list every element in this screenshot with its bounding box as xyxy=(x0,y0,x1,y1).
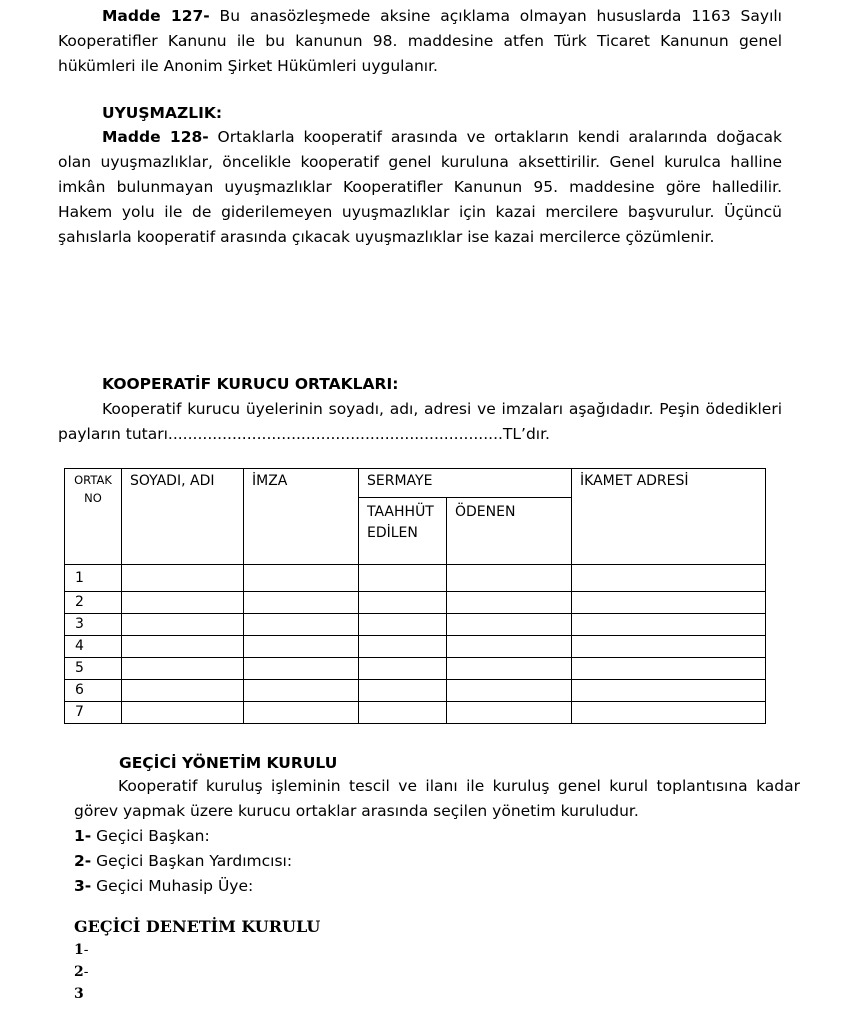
row-number: 1 xyxy=(65,565,122,592)
committed-cell[interactable] xyxy=(359,658,447,680)
sign-cell[interactable] xyxy=(244,680,359,702)
row-number: 6 xyxy=(65,680,122,702)
kurucu-paragraph xyxy=(58,397,782,447)
sign-cell[interactable] xyxy=(244,614,359,636)
header-name: SOYADI, ADI xyxy=(122,469,244,565)
name-cell[interactable] xyxy=(122,614,244,636)
table-row xyxy=(65,658,766,680)
gecici-denetim-heading: GEÇİCİ DENETİM KURULU xyxy=(74,917,321,936)
denetim-item xyxy=(74,939,88,961)
paid-cell[interactable] xyxy=(447,592,572,614)
table-row xyxy=(65,680,766,702)
denetim-item xyxy=(74,961,88,983)
sign-cell[interactable] xyxy=(244,565,359,592)
name-cell[interactable] xyxy=(122,592,244,614)
gecici-muhasip-line xyxy=(74,874,253,899)
list-number: 2- xyxy=(74,852,92,870)
address-cell[interactable] xyxy=(572,658,766,680)
paid-cell[interactable] xyxy=(447,565,572,592)
committed-cell[interactable] xyxy=(359,614,447,636)
row-number: 3 xyxy=(65,614,122,636)
list-label: Geçici Başkan Yardımcısı: xyxy=(91,852,293,870)
committed-cell[interactable] xyxy=(359,636,447,658)
list-number: 3 xyxy=(74,986,84,1002)
list-number: 3- xyxy=(74,877,92,895)
gecici-yonetim-text: Kooperatif kuruluş işleminin tescil ve ilanı ile kuruluş genel kurul toplantısına kadar görev yapmak üzere kurucu ortaklar arasında seçilen yönetim kuruludur. xyxy=(74,777,800,820)
table-row xyxy=(65,702,766,724)
sign-cell[interactable] xyxy=(244,702,359,724)
address-cell[interactable] xyxy=(572,614,766,636)
table-row xyxy=(65,614,766,636)
header-address: İKAMET ADRESİ xyxy=(572,469,766,565)
paid-cell[interactable] xyxy=(447,636,572,658)
founding-members-table xyxy=(64,468,766,724)
name-cell[interactable] xyxy=(122,702,244,724)
paid-cell[interactable] xyxy=(447,614,572,636)
committed-cell[interactable] xyxy=(359,680,447,702)
row-number: 4 xyxy=(65,636,122,658)
gecici-yonetim-paragraph xyxy=(74,774,800,824)
table-row xyxy=(65,592,766,614)
madde-127-text: Bu anasözleşmede aksine açıklama olmayan hususlarda 1163 Sayılı Kooperatifler Kanunu ile bu kanunun 98. maddesine atfen Türk Ticaret Kanunun genel hükümleri ile Anonim Şirket Hükümleri uygulanır. xyxy=(58,7,782,75)
row-number: 5 xyxy=(65,658,122,680)
header-committed: TAAHHÜT EDİLEN xyxy=(359,498,447,565)
madde-127-paragraph xyxy=(58,4,782,79)
kurucu-text: Kooperatif kurucu üyelerinin soyadı, adı, adresi ve imzaları aşağıdadır. Peşin ödedikleri payların tutarı....................................................................TL’dır. xyxy=(58,400,782,443)
address-cell[interactable] xyxy=(572,592,766,614)
sign-cell[interactable] xyxy=(244,636,359,658)
committed-cell[interactable] xyxy=(359,702,447,724)
paid-cell[interactable] xyxy=(447,702,572,724)
sign-cell[interactable] xyxy=(244,658,359,680)
list-dash: - xyxy=(83,964,89,980)
list-number: 1- xyxy=(74,827,92,845)
gecici-baskan-yardimcisi-line xyxy=(74,849,292,874)
name-cell[interactable] xyxy=(122,565,244,592)
kurucu-heading: KOOPERATİF KURUCU ORTAKLARI: xyxy=(102,375,399,393)
list-dash: - xyxy=(83,942,89,958)
list-label: Geçici Başkan: xyxy=(91,827,210,845)
committed-cell[interactable] xyxy=(359,565,447,592)
name-cell[interactable] xyxy=(122,636,244,658)
madde-128-label: Madde 128- xyxy=(102,128,209,146)
row-number: 7 xyxy=(65,702,122,724)
name-cell[interactable] xyxy=(122,658,244,680)
committed-cell[interactable] xyxy=(359,592,447,614)
address-cell[interactable] xyxy=(572,565,766,592)
header-paid: ÖDENEN xyxy=(447,498,572,565)
paid-cell[interactable] xyxy=(447,658,572,680)
list-label: Geçici Muhasip Üye: xyxy=(91,877,254,895)
header-ortak-no: ORTAK NO xyxy=(65,469,122,565)
gecici-yonetim-heading: GEÇİCİ YÖNETİM KURULU xyxy=(119,754,338,772)
header-capital: SERMAYE xyxy=(359,469,572,498)
table-row xyxy=(65,636,766,658)
address-cell[interactable] xyxy=(572,636,766,658)
table-row xyxy=(65,565,766,592)
uyusmazlik-heading: UYUŞMAZLIK: xyxy=(102,104,223,122)
name-cell[interactable] xyxy=(122,680,244,702)
madde-127-label: Madde 127- xyxy=(102,7,210,25)
sign-cell[interactable] xyxy=(244,592,359,614)
row-number: 2 xyxy=(65,592,122,614)
address-cell[interactable] xyxy=(572,680,766,702)
address-cell[interactable] xyxy=(572,702,766,724)
list-number: 1 xyxy=(74,942,84,958)
madde-128-text: Ortaklarla kooperatif arasında ve ortakların kendi aralarında doğacak olan uyuşmazlıklar, öncelikle kooperatif genel kuruluna aksettirilir. Genel kurulca halline imkân bulunmayan uyuşmazlıklar Kooperatifler Kanunun 95. maddesine göre halledilir. Hakem yolu ile de giderilemeyen uyuşmazlıklar için kazai mercilere başvurulur. Üçüncü şahıslarla kooperatif arasında çıkacak uyuşmazlıklar ise kazai mercilerce çözümlenir. xyxy=(58,128,782,246)
madde-128-paragraph xyxy=(58,125,782,250)
paid-cell[interactable] xyxy=(447,680,572,702)
denetim-item xyxy=(74,983,84,1005)
header-sign: İMZA xyxy=(244,469,359,565)
gecici-baskan-line xyxy=(74,824,210,849)
list-number: 2 xyxy=(74,964,84,980)
